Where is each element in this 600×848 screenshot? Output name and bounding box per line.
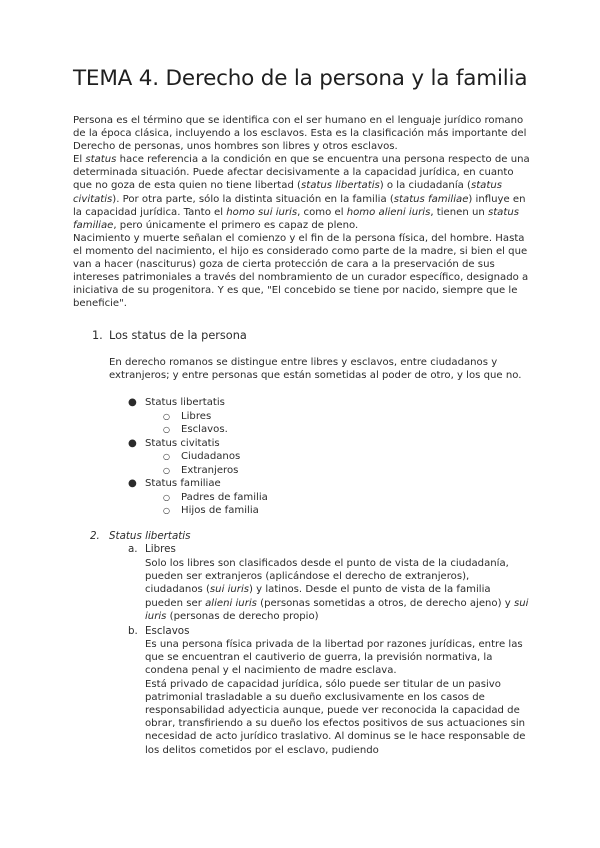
intro-paragraph-3: Nacimiento y muerte señalan el comienzo y el fin de la persona física, del hombre. Hasta el momento del nacimiento, el hijo es considerado como parte de la madre, si bien el que van a hacer (nasciturus) goza de cierta protección de cara a la preservación de sus intereses patrimoniales a través del nombramiento de un curador específico, designado a iniciativa de su progenitora. Y es que, "El concebido se tiene por nacido, siempre que le beneficie". bbox=[73, 232, 529, 310]
section-1-body: En derecho romanos se distingue entre libres y esclavos, entre ciudadanos y extranjeros; y entre personas que están sometidas al poder de otro, y los que no. bbox=[109, 357, 522, 382]
section-2-title: Status libertatis bbox=[109, 530, 191, 542]
circle-bullet-icon: ○ bbox=[163, 425, 170, 434]
circle-bullet-icon: ○ bbox=[163, 452, 170, 461]
subsection-b-body bbox=[145, 638, 530, 757]
subsection-b-paragraph-2: Está privado de capacidad jurídica, sólo puede ser titular de un pasivo patrimonial trasladable a su dueño exclusivamente en los casos de responsabilidad adyecticia aunque, puede ver reconocida la capacidad de obrar, transfiriendo a su dueño los efectos positivos de sus actuaciones sin necesidad de acto jurídico traslativo. Al dominus se le hace responsable de los delitos cometidos por el esclavo, pudiendo bbox=[145, 678, 526, 756]
circle-bullet-icon: ○ bbox=[163, 492, 170, 502]
intro-paragraph-2: El status hace referencia a la condición en que se encuentra una persona respecto de una determinada situación. Puede afectar decisivamente a la capacidad jurídica, en cuanto que no goza de esta quien no tiene libertad (status libertatis) o la ciudadanía (status civitatis). Por otra parte, sólo la distinta situación en la familia (status familiae) influye en la capacidad jurídica. Tanto el homo sui iuris, como el homo alieni iuris, tienen un status familiae, pero únicamente el primero es capaz de pleno. bbox=[73, 154, 530, 231]
page-title: TEMA 4. Derecho de la persona y la familia bbox=[73, 66, 528, 91]
bullet-icon: ● bbox=[128, 437, 137, 449]
bullet-icon: ● bbox=[128, 397, 137, 408]
circle-bullet-icon: ○ bbox=[163, 411, 170, 421]
intro-text bbox=[73, 114, 533, 310]
circle-bullet-icon: ○ bbox=[163, 465, 170, 475]
subsection-a-body: Solo los libres son clasificados desde el punto de vista de la ciudadanía, pueden ser extranjeros (aplicándose el derecho de extranjeros), ciudadanos (sui iuris) y latinos. Desde el punto de vista de la familia pueden ser alieni iuris (personas sometidas a otros, de derecho ajeno) y sui iuris (personas de derecho propio) bbox=[145, 558, 529, 622]
section-1-title: Los status de la persona bbox=[109, 329, 247, 342]
section-2-number: 2. bbox=[90, 530, 100, 542]
section-1-number: 1. bbox=[92, 329, 103, 342]
circle-bullet-icon: ○ bbox=[163, 506, 170, 515]
subsection-a-letter: a. bbox=[128, 543, 138, 555]
subsection-b-title: Esclavos bbox=[145, 625, 190, 637]
intro-paragraph-1: Persona es el término que se identifica con el ser humano en el lenguaje jurídico romano de la época clásica, incluyendo a los esclavos. Esta es la clasificación más importante del Derecho de personas, unos hombres son libres y otros esclavos. bbox=[73, 115, 527, 153]
bullet-icon: ● bbox=[128, 478, 137, 489]
subsection-b-letter: b. bbox=[128, 625, 138, 637]
subsection-a-title: Libres bbox=[145, 543, 176, 555]
subsection-b-paragraph-1: Es una persona física privada de la libertad por razones jurídicas, entre las que se encuentran el cautiverio de guerra, la previsión normativa, la condena penal y el nacimiento de madre esclava. bbox=[145, 639, 523, 677]
document-page: TEMA 4. Derecho de la persona y la familia Persona es el término que se identifica con el ser humano en el lenguaje jurídico romano de la época clásica, incluyendo a los esclavos. Esta es la clasificación más importante del Derecho de personas, unos hombres son libres y otros esclavos. El status hace referencia a la condición en que se encuentra una persona respecto de una determinada situación. Puede afectar decisivamente a la capacidad jurídica, en cuanto que no goza de esta quien no tiene libertad (status libertatis) o la ciudadanía (status civitatis). Por otra parte, sólo la distinta situación en la familia (status familiae) influye en la capacidad jurídica. Tanto el homo sui iuris, como el homo alieni iuris, tienen un status familiae, pero únicamente el primero es capaz de pleno. Nacimiento y muerte señalan el comienzo y el fin de la persona física, del hombre. Hasta el momento del nacimiento, el hijo es considerado como parte de la madre, si bien el que van a hacer (nasciturus) goza de cierta protección de cara a la preservación de sus intereses patrimoniales a través del nombramiento de un curador específico, designado a iniciativa de su progenitora. Y es que, "El concebido se tiene por nacido, siempre que le beneficie". 1. Los status de la persona En derecho romanos se distingue entre libres y esclavos, entre ciudadanos y extranjeros; y entre personas que están sometidas al poder de otro, y los que no. ● Status libertatis ○ Libres ○ Esclavos. ● Status civitatis ○ Ciudadanos ○ Extranjeros ● Status familiae ○ Padres de familia ○ Hijos de familia 2. Status libertatis a. Libres Solo los libres son clasificados desde el punto de vista de la ciudadanía, pueden ser extranjeros (aplicándose el derecho de extranjeros), ciudadanos (sui iuris) y latinos. Desde el punto de vista de la familia pueden ser alieni iuris (personas sometidas a otros, de derecho ajeno) y sui iuris (personas de derecho propio) b. Esclavos Es una persona física privada de la libertad por razones jurídicas, entre las que se encuentran el cautiverio de guerra, la previsión normativa, la condena penal y el nacimiento de madre esclava. Está privado de capacidad jurídica, sólo puede ser titular de un pasivo patrimonial trasladable a su dueño exclusivamente en los casos de responsabilidad adyecticia aunque, puede ver reconocida la capacidad de obrar, transfiriendo a su dueño los efectos positivos de sus actuaciones sin necesidad de acto jurídico traslativo. Al dominus se le hace responsable de los delitos cometidos por el esclavo, pudiendo bbox=[0, 0, 600, 848]
